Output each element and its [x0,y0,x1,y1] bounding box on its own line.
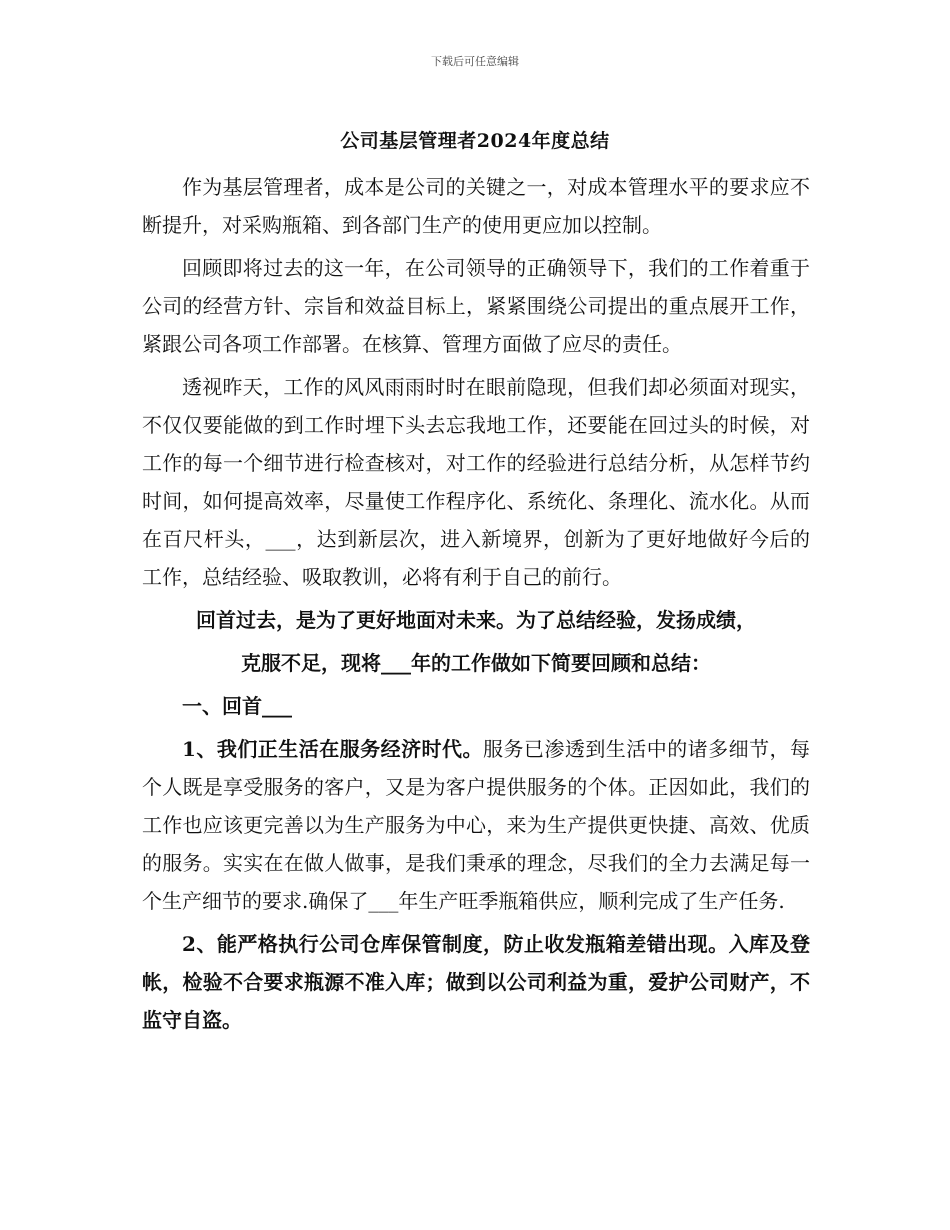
paragraph-reflection: 透视昨天，工作的风风雨雨时时在眼前隐现，但我们却必须面对现实，不仅仅要能做的到工作时埋下头去忘我地工作，还要能在回过头的时候，对工作的每一个细节进行检查核对，对工作的经验进行总结分析，从怎样节约时间，如何提高效率，尽量使工作程序化、系统化、条理化、流水化。从而在百尺杆头，___，达到新层次，进入新境界，创新为了更好地做好今后的工作，总结经验、吸取教训，必将有利于自己的前行。 [142,375,810,589]
document-title: 公司基层管理者2024年度总结 [340,130,610,152]
document-body [142,168,810,1039]
section-1-heading: 一、回首___ [182,694,292,718]
paragraph-cost-management: 作为基层管理者，成本是公司的关键之一，对成本管理水平的要求应不断提升，对采购瓶箱、到各部门生产的使用更应加以控制。 [142,175,810,237]
page-header-note: 下载后可任意编辑 [431,55,519,68]
item-1-paragraph [142,730,810,920]
paragraph-year-review: 回顾即将过去的这一年，在公司领导的正确领导下，我们的工作着重于公司的经营方针、宗旨和效益目标上，紧紧围绕公司提出的重点展开工作，紧跟公司各项工作部署。在核算、管理方面做了应尽的责任。 [142,256,810,356]
item-1-text: 服务已渗透到生活中的诸多细节，每个人既是享受服务的客户，又是为客户提供服务的个体。正因如此，我们的工作也应该更完善以为生产服务为中心，来为生产提供更快捷、高效、优质的服务。实实在在做人做事，是我们秉承的理念，尽我们的全力去满足每一个生产细节的要求.确保了___年生产旺季瓶箱供应，顺利完成了生产任务. [142,737,811,913]
intro-line-2: 克服不足，现将___年的工作做如下简要回顾和总结： [241,651,711,675]
item-1-lead: 1、我们正生活在服务经济时代。 [182,737,483,761]
intro-line-1: 回首过去，是为了更好地面对未来。为了总结经验，发扬成绩， [196,608,756,632]
item-2-paragraph: 2、能严格执行公司仓库保管制度，防止收发瓶箱差错出现。入库及登帐，检验不合要求瓶源不准入库；做到以公司利益为重，爱护公司财产，不监守自盗。 [142,932,810,1032]
